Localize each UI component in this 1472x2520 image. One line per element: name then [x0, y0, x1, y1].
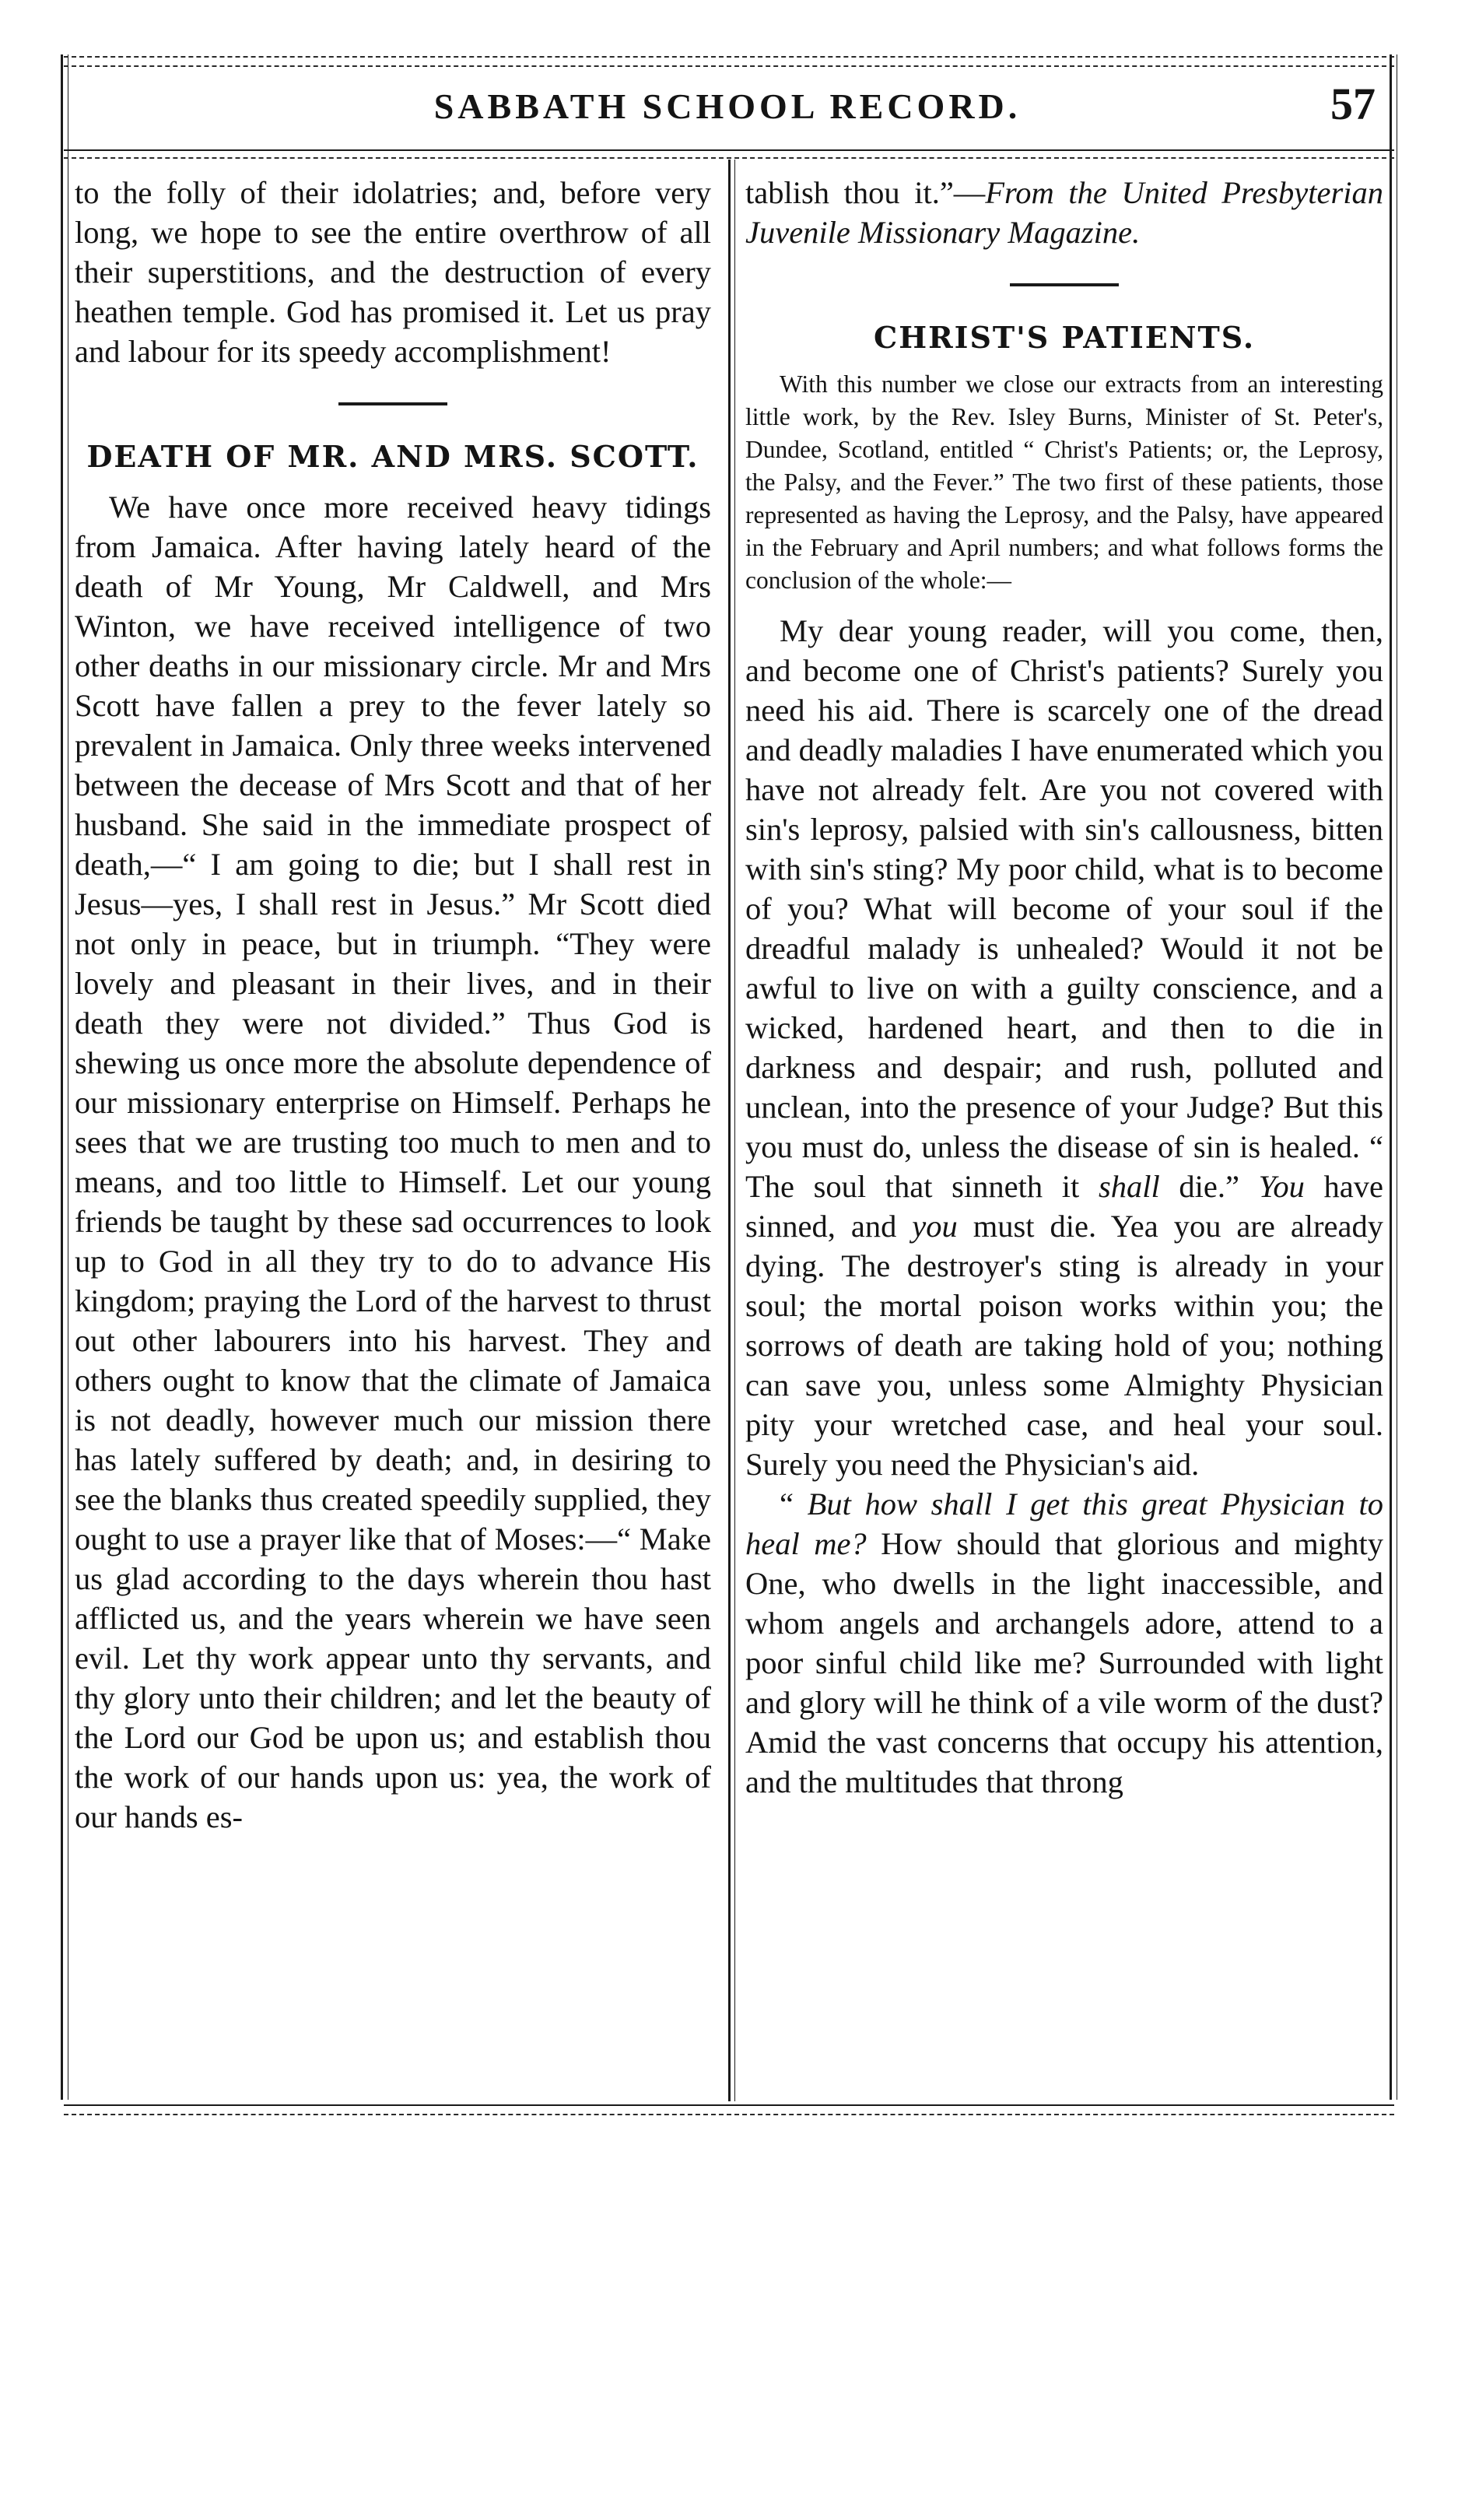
left-column: [75, 173, 711, 1837]
article-title-death-of-scott: DEATH OF MR. AND MRS. SCOTT.: [86, 439, 699, 474]
column-divider: [728, 160, 731, 2101]
article-body-death-of-scott: We have once more received heavy tidings from Jamaica. After having lately heard of the death of Mr Young, Mr Caldwell, and Mrs Winton, we have received intelligence of two other deaths in our missionary circle. Mr and Mrs Scott have fallen a prey to the fever lately so prevalent in Jamaica. Only three weeks intervened between the decease of Mrs Scott and that of her husband. She said in the immediate prospect of death,—“ I am going to die; but I shall rest in Jesus—yes, I shall rest in Jesus.” Mr Scott died not only in peace, but in triumph. “They were lovely and pleasant in their lives, and in their death they were not divided.” Thus God is shewing us once more the absolute dependence of our missionary enterprise on Himself. Perhaps he sees that we are trusting too much to men and to means, and too little to Himself. Let our young friends be taught by these sad occurrences to look up to God in all they try to do to advance His kingdom; praying the Lord of the harvest to thrust out other labourers into his harvest. They and others ought to know that the climate of Jamaica is not deadly, however much our mission there has lately suffered by death; and, in desiring to see the blanks thus created speedily supplied, they ought to use a prayer like that of Moses:—“ Make us glad according to the days wherein thou hast afflicted us, and the years wherein we have seen evil. Let thy work appear unto thy servants, and thy glory unto their children; and let the beauty of the Lord our God be upon us; and establish thou the work of our hands upon us: yea, the work of our hands es-: [75, 490, 711, 1834]
column-divider-thin: [734, 160, 735, 2101]
article-title-christs-patients: CHRIST'S PATIENTS.: [873, 320, 1256, 355]
header-rule: [64, 149, 1394, 151]
section-divider-right: [1010, 283, 1119, 286]
header-rule-dashed: [64, 157, 1394, 159]
top-border-rule-inner: [64, 65, 1394, 67]
page-number: 57: [1330, 79, 1376, 129]
paragraph-text: have sinned, and: [745, 1169, 1383, 1244]
continued-paragraph-right: [745, 173, 1383, 252]
paragraph-text: die.”: [1159, 1169, 1259, 1204]
bottom-rule-dashed: [64, 2114, 1394, 2115]
emphasis-question: But how shall I get this great Physician to heal me?: [745, 1486, 1383, 1561]
continued-paragraph: to the folly of their idolatries; and, before very long, we hope to see the entire overthrow of all their superstitions, and the destruction of every heathen temple. God has promised it. Let us pray and labour for its speedy accomplishment!: [75, 175, 711, 369]
right-frame-border: [1390, 54, 1397, 2100]
article-paragraph-2: [745, 1484, 1383, 1802]
quote-mark: “: [780, 1486, 808, 1521]
editorial-intro-note: With this number we close our extracts from an interesting little work, by the Rev. Isley Burns, Minister of St. Peter's, Dundee, Scotland, entitled “ Christ's Patients; or, the Leprosy, the Palsy, and the Fever.” The two first of these patients, those represented as having the Leprosy, and the Palsy, have appeared in the February and April numbers; and what follows forms the conclusion of the whole:—: [745, 370, 1383, 594]
paragraph-text: How should that glorious and mighty One, who dwells in the light inaccessible, and whom angels and archangels adore, attend to a poor sinful child like me? Surrounded with light and glory will he think of a vile worm of the dust? Amid the vast concerns that occupy his attention, and the multitudes that throng: [745, 1526, 1384, 1799]
article-paragraph-1: [745, 611, 1383, 1484]
emphasis-text: you: [912, 1209, 958, 1244]
bottom-rule: [64, 2104, 1394, 2106]
continuation-text: tablish thou it.”—: [745, 175, 986, 210]
running-head: SABBATH SCHOOL RECORD.: [433, 86, 1022, 126]
right-column: [745, 173, 1383, 1802]
emphasis-text: shall: [1098, 1169, 1160, 1204]
paragraph-text: must die. Yea you are already dying. The destroyer's sting is already in your soul; the mortal poison works within you; the sorrows of death are taking hold of you; nothing can save you, unless some Almighty Physician pity your wretched case, and heal your soul. Surely you need the Physician's aid.: [745, 1209, 1383, 1482]
source-attribution: From the United Presbyterian Juvenile Missionary Magazine.: [745, 175, 1383, 250]
left-frame-border: [61, 54, 68, 2100]
emphasis-text: You: [1258, 1169, 1305, 1204]
page-header: [70, 78, 1385, 140]
section-divider: [338, 402, 447, 405]
paragraph-text: My dear young reader, will you come, then, and become one of Christ's patients? Surely you need his aid. There is scarcely one of the dread and deadly maladies I have enumerated which you have not already felt. Are you not covered with sin's leprosy, palsied with sin's callousness, bitten with sin's sting? My poor child, what is to become of you? What will become of your soul if the dreadful malady is unhealed? Would it not be awful to live on with a guilty conscience, and a wicked, hardened heart, and then to die in darkness and despair; and rush, polluted and unclean, into the presence of your Judge? But this you must do, unless the disease of sin is healed. “ The soul that sinneth it: [745, 613, 1383, 1204]
top-border-rule: [64, 56, 1394, 58]
